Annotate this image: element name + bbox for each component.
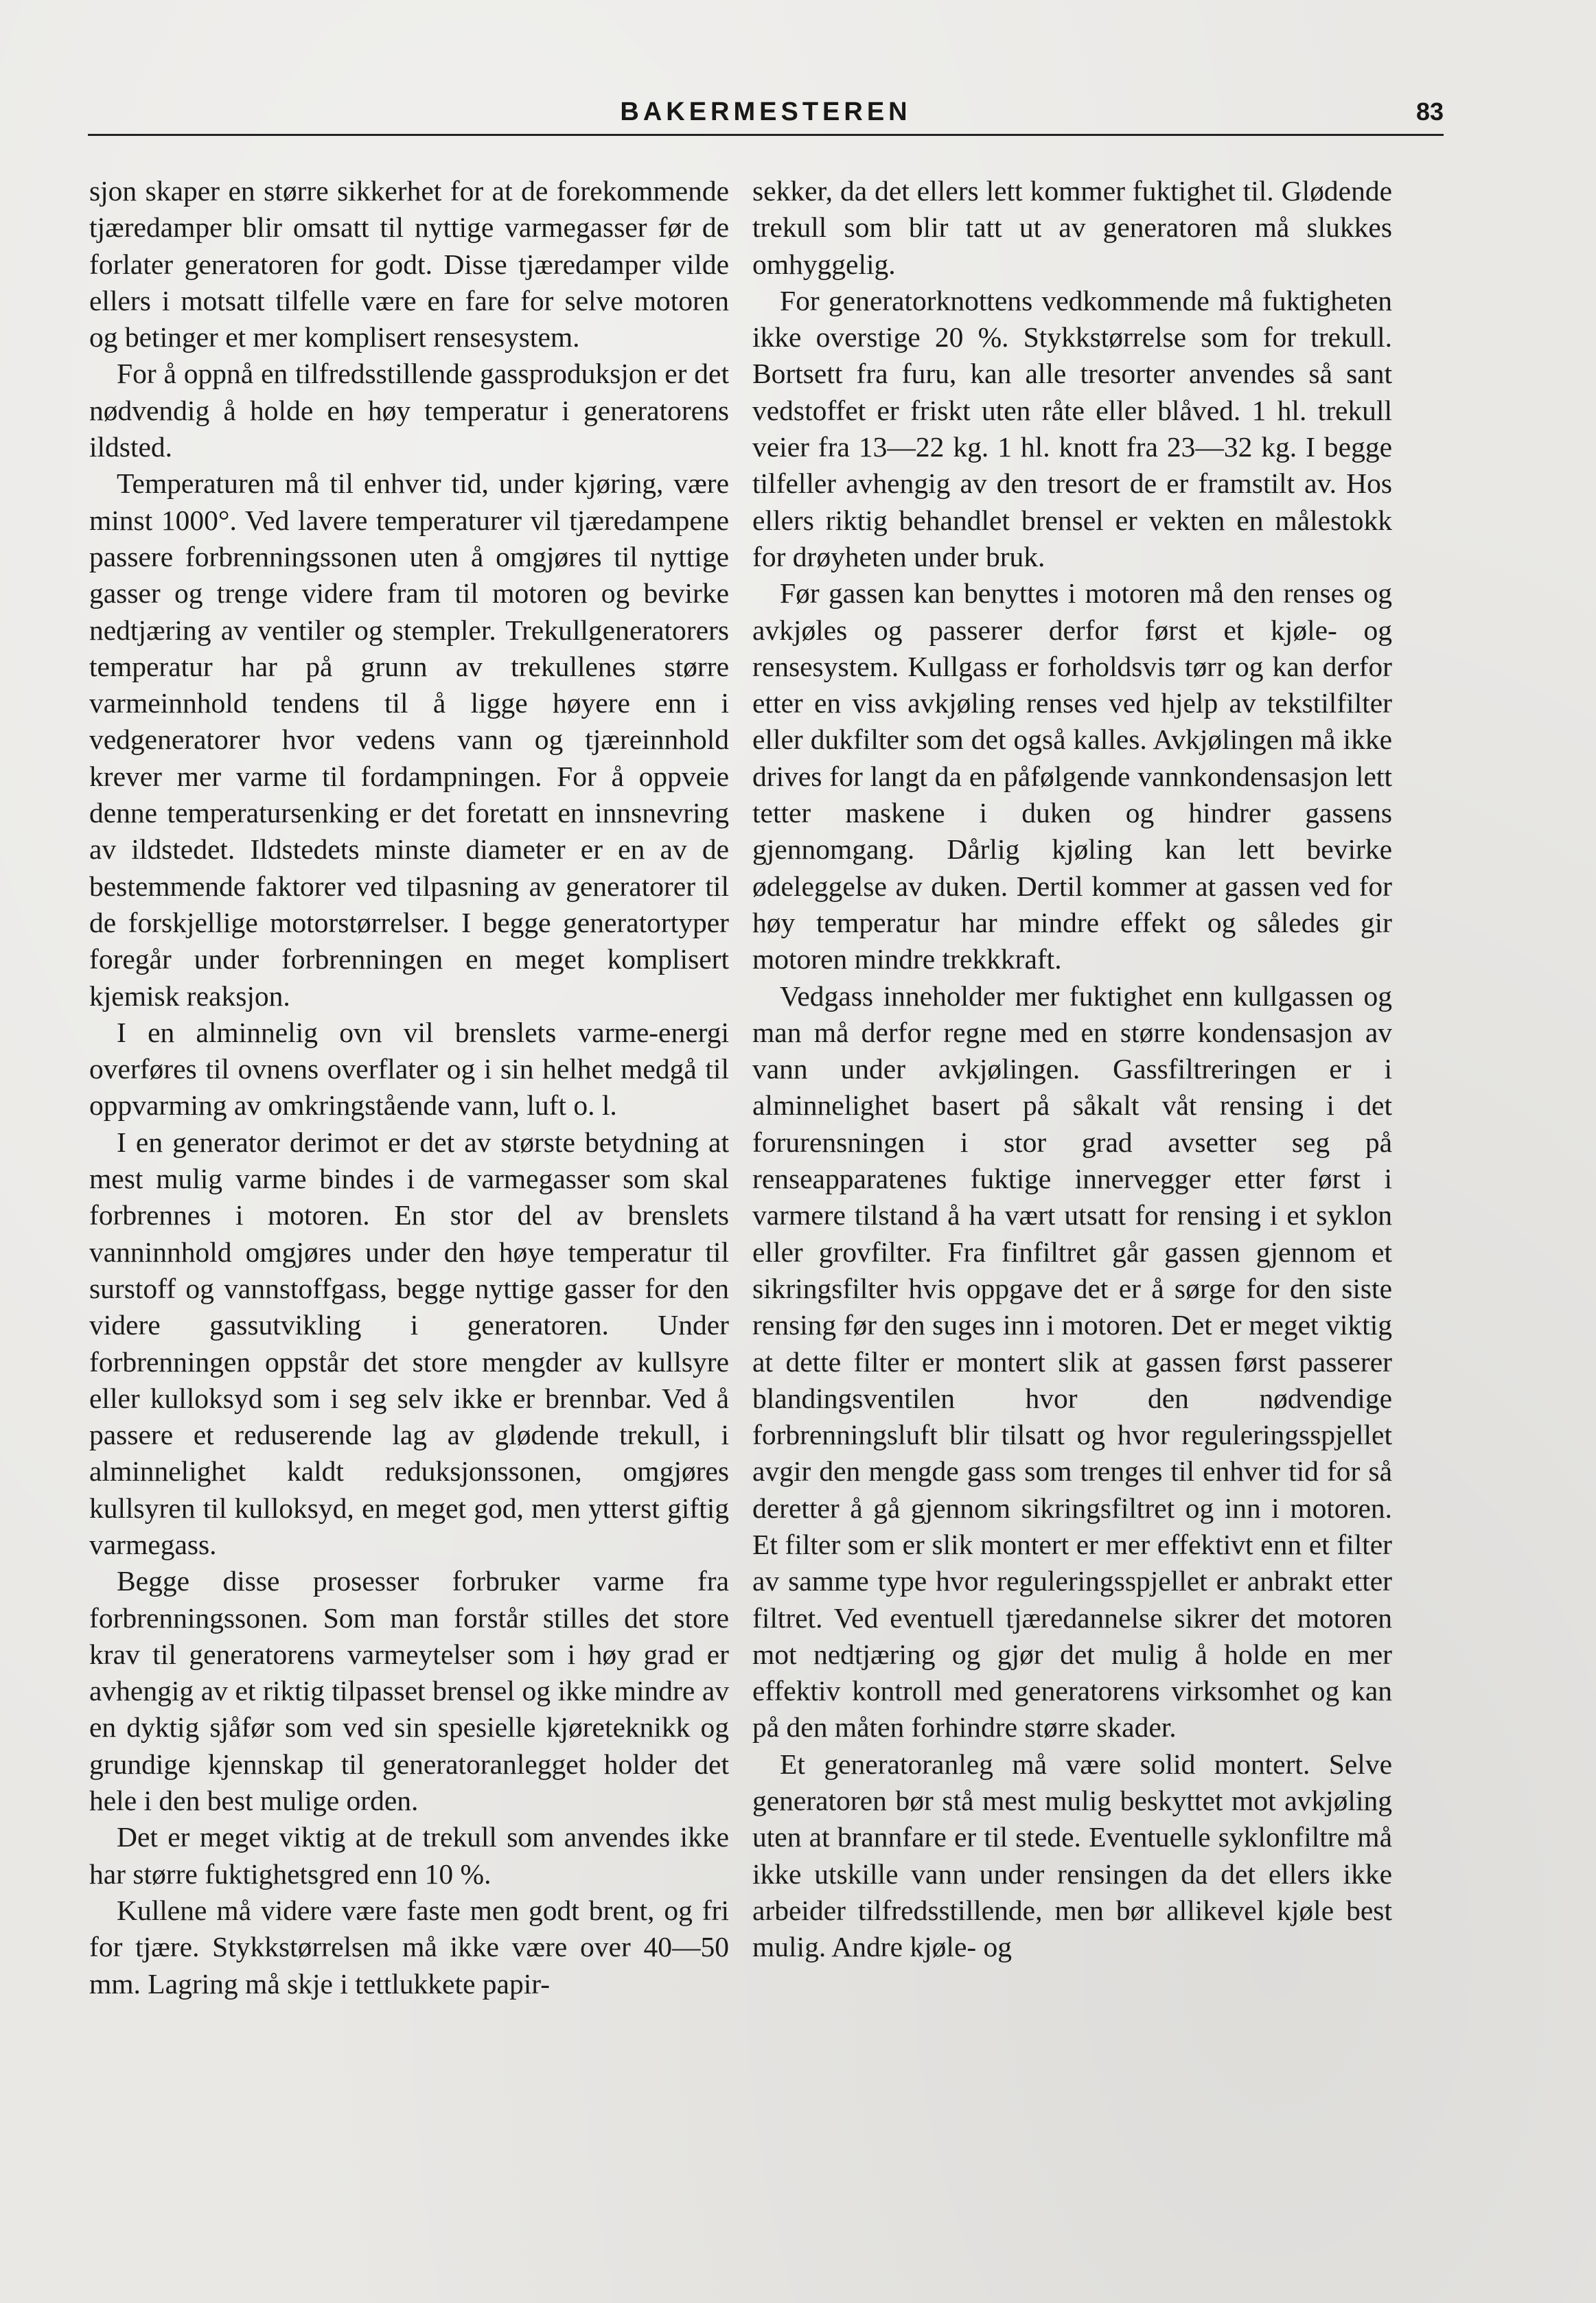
page-number: 83 [1415, 97, 1444, 126]
paragraph: Det er meget viktig at de trekull som anvendes ikke har større fuktighetsgred enn 10 %. [89, 1821, 729, 1890]
paragraph: Begge disse prosesser forbruker varme fra forbrenningssonen. Som man forstår stilles det store krav til generatorens varmeytelser som i høy grad er avhengig av et riktig tilpasset brensel og ikke mindre av en dyktig sjåfør som ved sin spesielle kjøreteknikk og grundige kjennskap til generatoranlegget holder det hele i den best mulige orden. [89, 1565, 729, 1817]
paragraph: sjon skaper en større sikkerhet for at de forekommende tjæredamper blir omsatt til nyttige varmegasser før de forlater generatoren for godt. Disse tjæredamper vilde ellers i motsatt tilfelle være en fare for selve motoren og betinger et mer komplisert rensesystem. [89, 175, 729, 354]
paragraph: Før gassen kan benyttes i motoren må den renses og avkjøles og passerer derfor først et kjøle- og rensesystem. Kullgass er forholdsvis tørr og kan derfor etter en viss avkjøling renses ved hjelp av tekstilfilter eller dukfilter som det også kalles. Avkjølingen må ikke drives for langt da en påfølgende vannkondensasjon lett tetter maskene i duken og hindrer gassens gjennomgang. Dårlig kjøling kan lett bevirke ødeleggelse av duken. Dertil kommer at gassen ved for høy temperatur har mindre effekt og således gir motoren mindre trekkkraft. [752, 577, 1392, 975]
left-column [89, 173, 729, 2232]
paragraph: I en alminnelig ovn vil brenslets varme-energi overføres til ovnens overflater og i sin helhet medgå til oppvarming av omkringstående vann, luft o. l. [89, 1016, 729, 1122]
right-column [752, 173, 1392, 2232]
paragraph: I en generator derimot er det av største betydning at mest mulig varme bindes i de varmegasser som skal forbrennes i motoren. En stor del av brenslets vanninnhold omgjøres under den høye temperatur til surstoff og vannstoffgass, begge nyttige gasser for den videre gassutvikling i generatoren. Under forbrenningen oppstår det store mengder av kullsyre eller kulloksyd som i seg selv ikke er brennbar. Ved å passere et reduserende lag av glødende trekull, i alminnelighet kaldt reduksjonssonen, omgjøres kullsyren til kulloksyd, en meget god, men ytterst giftig varmegass. [89, 1126, 729, 1560]
paragraph: Et generatoranleg må være solid montert. Selve generatoren bør stå mest mulig beskyttet mot avkjøling uten at brannfare er til stede. Eventuelle syklonfiltre må ikke utskille vann under rensingen da det ellers ikke arbeider tilfredsstillende, men bør allikevel kjøle best mulig. Andre kjøle- og [752, 1748, 1392, 1963]
paragraph: Temperaturen må til enhver tid, under kjøring, være minst 1000°. Ved lavere temperaturer vil tjæredampene passere forbrenningssonen uten å omgjøres til nyttige gasser og trenge videre fram til motoren og bevirke nedtjæring av ventiler og stempler. Trekullgeneratorers temperatur har på grunn av trekullenes større varmeinnhold tendens til å ligge høyere enn i vedgeneratorer hvor vedens vann og tjæreinnhold krever mer varme til fordampningen. For å oppveie denne temperatursenking er det foretatt en innsnevring av ildstedet. Ildstedets minste diameter er en av de bestemmende faktorer ved tilpasning av generatorer til de forskjellige motorstørrelser. I begge generatortyper foregår under forbrenningen en meget komplisert kjemisk reaksjon. [89, 467, 729, 1012]
paragraph: sekker, da det ellers lett kommer fuktighet til. Glødende trekull som blir tatt ut av generatoren må slukkes omhyggelig. [752, 175, 1392, 280]
paragraph: Vedgass inneholder mer fuktighet enn kullgassen og man må derfor regne med en større kondensasjon av vann under avkjølingen. Gassfiltreringen er i alminnelighet basert på såkalt våt rensing i det forurensningen i stor grad avsetter seg på renseapparatenes fuktige innervegger etter først i varmere tilstand å ha vært utsatt for rensing i et syklon eller grovfilter. Fra finfiltret går gassen gjennom et sikringsfilter hvis oppgave det er å sørge for den siste rensing før den suges inn i motoren. Det er meget viktig at dette filter er montert slik at gassen først passerer blandingsventilen hvor den nødvendige forbrenningsluft blir tilsatt og hvor reguleringsspjellet avgir den mengde gass som trenges til enhver tid for så deretter å gå gjennom sikringsfiltret og inn i motoren. Et filter som er slik montert er mer effektivt enn et filter av samme type hvor reguleringsspjellet er anbrakt etter filtret. Ved eventuell tjæredannelse sikrer det motoren mot nedtjæring og gjør det mulig å holde en mer effektiv kontroll med generatorens virksomhet og kan på den måten forhindre større skader. [752, 980, 1392, 1744]
paragraph: For å oppnå en tilfredsstillende gassproduksjon er det nødvendig å holde en høy temperatur i generatorens ildsted. [89, 358, 729, 463]
header-rule [88, 134, 1444, 136]
paragraph: Kullene må videre være faste men godt brent, og fri for tjære. Stykkstørrelsen må ikke være over 40—50 mm. Lagring må skje i tettlukkete papir- [89, 1894, 729, 2000]
paragraph: For generatorknottens vedkommende må fuktigheten ikke overstige 20 %. Stykkstørrelse som for trekull. Bortsett fra furu, kan alle tresorter anvendes så sant vedstoffet er friskt uten råte eller blåved. 1 hl. trekull veier fra 13—22 kg. 1 hl. knott fra 23—32 kg. I begge tilfeller avhengig av den tresort de er framstilt av. Hos ellers riktig behandlet brensel er vekten en målestokk for drøyheten under bruk. [752, 284, 1392, 572]
journal-title: BAKERMESTEREN [620, 97, 912, 126]
running-header [88, 95, 1444, 135]
